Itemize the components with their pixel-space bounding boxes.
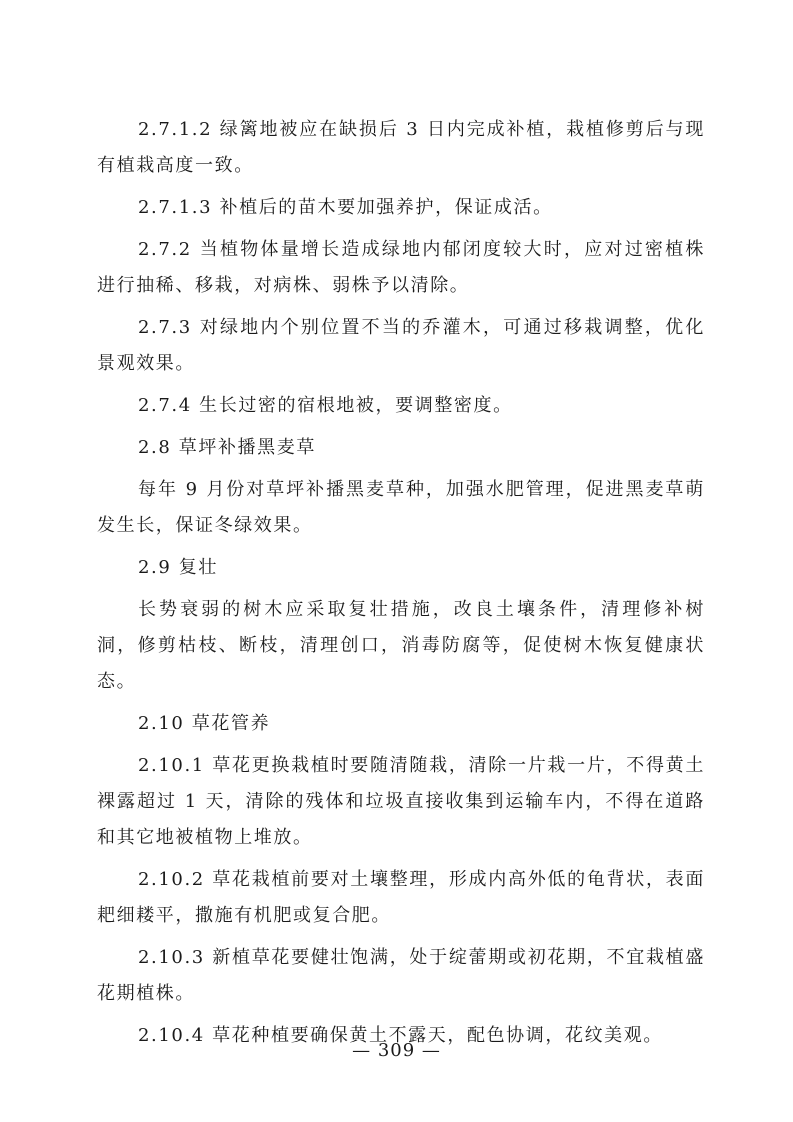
paragraph-2-7-1-3: 2.7.1.3 补植后的苗木要加强养护，保证成活。 xyxy=(138,197,553,218)
paragraph-2-8-body: 每年 9 月份对草坪补播黑麦草种，加强水肥管理，促进黑麦草萌发生长，保证冬绿效果。 xyxy=(97,479,705,536)
paragraph-2-7-3: 2.7.3 对绿地内个别位置不当的乔灌木，可通过移栽调整，优化景观效果。 xyxy=(97,317,705,374)
paragraph-2-7-2: 2.7.2 当植物体量增长造成绿地内郁闭度较大时，应对过密植株进行抽稀、移栽，对病株、弱株予以清除。 xyxy=(97,239,705,296)
section-heading-2-8: 2.8 草坪补播黑麦草 xyxy=(138,437,316,458)
paragraph-2-10-1: 2.10.1 草花更换栽植时要随清随栽，清除一片栽一片，不得黄土裸露超过 1 天，清除的残体和垃圾直接收集到运输车内，不得在道路和其它地被植物上堆放。 xyxy=(97,755,705,848)
section-heading-2-10: 2.10 草花管养 xyxy=(138,713,271,734)
paragraph-2-10-2: 2.10.2 草花栽植前要对土壤整理，形成内高外低的龟背状，表面耙细耧平，撒施有机肥或复合肥。 xyxy=(97,869,705,926)
paragraph-2-10-4: 2.10.4 草花种植要确保黄土不露天，配色协调，花纹美观。 xyxy=(138,1025,663,1046)
page-number: — 309 — xyxy=(352,1040,441,1061)
paragraph-2-9-body: 长势衰弱的树木应采取复壮措施，改良土壤条件，清理修补树洞，修剪枯枝、断枝，清理创口，消毒防腐等，促使树木恢复健康状态。 xyxy=(97,599,705,692)
body-text xyxy=(97,112,705,1060)
paragraph-2-7-4: 2.7.4 生长过密的宿根地被，要调整密度。 xyxy=(138,395,513,416)
paragraph-2-7-1-2: 2.7.1.2 绿篱地被应在缺损后 3 日内完成补植，栽植修剪后与现有植栽高度一致。 xyxy=(97,119,705,176)
section-heading-2-9: 2.9 复壮 xyxy=(138,557,218,578)
paragraph-2-10-3: 2.10.3 新植草花要健壮饱满，处于绽蕾期或初花期，不宜栽植盛花期植株。 xyxy=(97,947,705,1004)
